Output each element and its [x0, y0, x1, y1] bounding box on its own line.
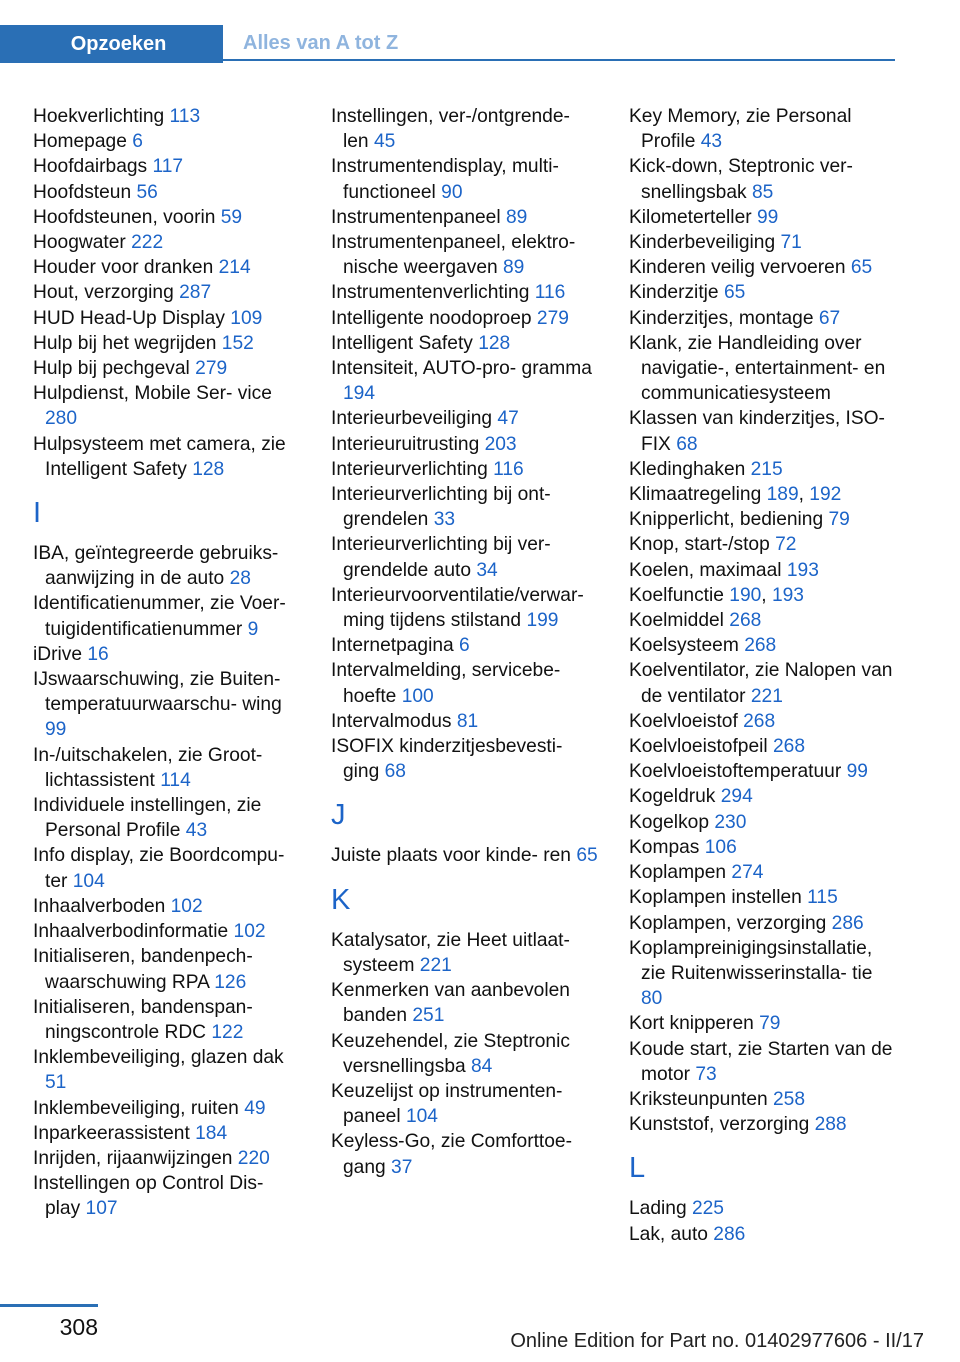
page-reference-link[interactable]: 279 — [536, 307, 569, 329]
index-term: Hulpsysteem met camera, zie Intelligent Safety — [33, 433, 286, 480]
page-reference-link[interactable]: 34 — [476, 559, 498, 581]
index-entry — [629, 1037, 897, 1087]
page-reference-link[interactable]: 114 — [160, 769, 191, 791]
page-reference-link[interactable]: 99 — [756, 206, 779, 228]
page-reference-link[interactable]: 49 — [244, 1097, 266, 1119]
index-entry — [331, 532, 599, 582]
index-term: Intervalmelding, servicebe‐ hoefte — [331, 660, 561, 707]
index-term: Keuzelijst op instrumenten‐ paneel — [331, 1080, 563, 1128]
index-entry — [629, 507, 897, 532]
page-reference-link[interactable]: 79 — [759, 1013, 781, 1035]
index-term: Intervalmodus — [331, 710, 452, 732]
index-entry — [33, 1045, 301, 1095]
index-term: Koplampreinigingsinstallatie, zie Ruitenwisserinstalla‐ tie — [629, 937, 873, 984]
index-entry — [33, 306, 301, 331]
index-entry — [33, 255, 301, 280]
index-entry — [33, 1146, 301, 1171]
page-reference-link[interactable]: 79 — [828, 509, 850, 531]
index-entry — [331, 583, 599, 633]
page-reference-link[interactable]: 43 — [185, 820, 208, 842]
page-reference-link[interactable]: 85 — [751, 181, 774, 203]
page-reference-link[interactable]: 6 — [132, 131, 143, 153]
index-term: Koelsysteem — [629, 635, 739, 657]
page-reference-link[interactable]: 106 — [704, 836, 737, 858]
index-term: Instrumentenpaneel, elektro‐ nische weergaven — [331, 232, 576, 279]
page-reference-link[interactable]: 116 — [493, 458, 524, 480]
page-reference-link[interactable]: 109 — [230, 307, 263, 329]
page-reference-link[interactable]: 100 — [401, 685, 434, 707]
page-reference-link[interactable]: 128 — [478, 332, 511, 354]
page-reference-link[interactable]: 230 — [714, 811, 747, 833]
index-term: Initialiseren, bandenpech‐ waarschuwing RPA — [33, 946, 253, 993]
index-term: Kinderen veilig vervoeren — [629, 257, 846, 279]
index-entry — [33, 104, 301, 129]
page-reference-link[interactable]: 104 — [405, 1106, 438, 1128]
index-term: Kogelkop — [629, 811, 710, 833]
index-entry — [629, 784, 897, 809]
page-reference-link[interactable]: 193 — [771, 584, 804, 606]
index-term: IBA, geïntegreerde gebruiks‐ aanwijzing in de auto — [33, 543, 279, 590]
index-term: Koelen, maximaal — [629, 559, 782, 581]
page-reference-link[interactable]: 43 — [700, 131, 723, 153]
index-entry — [629, 759, 897, 784]
index-entry — [629, 633, 897, 658]
index-entry — [33, 154, 301, 179]
index-term: Koplampen instellen — [629, 887, 802, 909]
index-term: Keuzehendel, zie Steptronic versnellingsba — [331, 1030, 570, 1077]
index-entry — [33, 944, 301, 994]
page-reference-link[interactable]: 222 — [131, 232, 164, 254]
index-entry — [629, 936, 897, 1012]
index-entry — [629, 709, 897, 734]
index-entry — [629, 104, 897, 154]
page-reference-link[interactable]: 288 — [814, 1114, 847, 1136]
page-reference-link[interactable]: 33 — [433, 509, 456, 531]
index-entry — [33, 894, 301, 919]
index-entry — [629, 1087, 897, 1112]
index-entry — [331, 230, 599, 280]
index-entry — [33, 843, 301, 893]
page-reference-link[interactable]: 56 — [136, 181, 158, 203]
index-term: Lading — [629, 1198, 687, 1220]
page-reference-link[interactable]: 152 — [221, 332, 254, 354]
index-term: Key Memory, zie Personal Profile — [629, 106, 852, 153]
page-reference-link[interactable]: 9 — [247, 618, 259, 640]
page-reference-link[interactable]: 215 — [750, 458, 783, 480]
section-letter: L — [629, 1152, 646, 1185]
index-term: Lak, auto — [629, 1223, 708, 1245]
page-reference-link[interactable]: 274 — [731, 862, 764, 884]
page-reference-link[interactable]: 258 — [773, 1088, 806, 1110]
index-term: Individuele instellingen, zie Personal Profile — [33, 795, 262, 842]
index-term: Homepage — [33, 131, 127, 153]
index-entry — [629, 1196, 897, 1221]
page-reference-link[interactable]: 220 — [237, 1147, 270, 1169]
page-reference-link[interactable]: 72 — [775, 534, 797, 556]
index-entry — [33, 919, 301, 944]
page-reference-link[interactable]: 84 — [471, 1055, 493, 1077]
index-term: Klank, zie Handleiding over navigatie-, entertainment- en communicatiesysteem — [629, 332, 886, 405]
index-entry — [33, 381, 301, 431]
index-entry — [629, 810, 897, 835]
index-term: Kogeldruk — [629, 786, 716, 808]
section-letter: K — [331, 883, 351, 916]
page-reference-link[interactable]: 71 — [780, 232, 802, 254]
index-entry — [629, 658, 897, 708]
index-term: Instrumentenpaneel — [331, 206, 501, 228]
index-term: Koelventilator, zie Nalopen van de ventilator — [629, 660, 893, 707]
index-term: Kledinghaken — [629, 458, 746, 480]
index-entry — [629, 860, 897, 885]
index-term: Koelvloeistof — [629, 710, 738, 732]
index-term: Koelfunctie — [629, 584, 724, 606]
page-reference-link[interactable]: 280 — [45, 408, 78, 430]
page-reference-link[interactable]: 193 — [786, 559, 819, 581]
index-term: Identificatienummer, zie Voer‐ tuigidentificatienummer — [33, 593, 286, 640]
index-entry — [33, 1171, 301, 1221]
index-entry — [331, 658, 599, 708]
index-column-3 — [629, 104, 897, 1247]
page-reference-link[interactable]: 122 — [211, 1021, 244, 1043]
index-entry — [33, 793, 301, 843]
page-reference-link[interactable]: 68 — [676, 433, 698, 455]
index-term: Hoekverlichting — [33, 106, 165, 127]
section-letter: I — [33, 497, 42, 530]
index-term: Hout, verzorging — [33, 282, 174, 304]
index-term: Koelmiddel — [629, 610, 724, 632]
index-entry — [33, 1121, 301, 1146]
page-reference-link[interactable]: 221 — [419, 954, 452, 976]
index-term: Knop, start-/stop — [629, 534, 770, 556]
tab-alles-van-a-tot-z[interactable]: Alles van A tot Z — [223, 25, 895, 61]
page-reference-link[interactable]: 81 — [456, 710, 479, 732]
index-entry — [331, 154, 599, 204]
page-reference-link[interactable]: 194 — [343, 383, 376, 405]
index-term: Instrumentenverlichting — [331, 282, 530, 304]
index-term: Inhaalverbodinformatie — [33, 921, 229, 943]
index-entry: Klimaatregeling 189, 192 — [629, 484, 842, 506]
page-reference-link[interactable]: 126 — [214, 971, 247, 993]
page-reference-link[interactable]: 117 — [152, 156, 184, 178]
page-reference-link[interactable]: 73 — [695, 1063, 717, 1085]
index-entry — [331, 1029, 599, 1079]
page-reference-link[interactable]: 16 — [87, 643, 109, 665]
index-entry — [629, 306, 897, 331]
page-reference-link[interactable]: 214 — [218, 257, 251, 279]
page-number: 308 — [59, 1314, 98, 1340]
index-term: Koelvloeistofpeil — [629, 736, 768, 758]
index-term: Hoofdsteunen, voorin — [33, 206, 216, 228]
index-entry — [33, 667, 301, 743]
page-reference-link[interactable]: 221 — [750, 685, 783, 707]
index-entry — [331, 406, 599, 431]
index-term: Intelligente noodoproep — [331, 307, 532, 329]
index-term: Inparkeerassistent — [33, 1122, 190, 1144]
index-term: Kick-down, Steptronic ver‐ snellingsbak — [629, 156, 853, 203]
index-entry — [331, 482, 599, 532]
index-term: Kriksteunpunten — [629, 1088, 768, 1110]
index-term: Knipperlicht, bediening — [629, 509, 824, 531]
index-term: Hoogwater — [33, 232, 126, 254]
index-entry — [331, 633, 599, 658]
index-term: Hoofdsteun — [33, 181, 132, 203]
index-entry — [33, 995, 301, 1045]
index-term: Koplampen — [629, 862, 727, 884]
page-reference-link[interactable]: 68 — [384, 761, 406, 783]
index-term: Kinderbeveiliging — [629, 232, 776, 254]
index-entry — [629, 230, 897, 255]
index-term: Interieurverlichting — [331, 458, 488, 480]
index-entry — [331, 978, 599, 1028]
page-reference-link[interactable]: 115 — [807, 887, 838, 909]
index-entry — [33, 541, 301, 591]
index-term: Intensiteit, AUTO-pro‐ gramma — [331, 358, 592, 380]
index-term: Interieuruitrusting — [331, 433, 480, 455]
index-entry — [33, 432, 301, 482]
page-reference-link[interactable]: 225 — [691, 1198, 724, 1220]
index-entry — [331, 457, 599, 482]
page-reference-link[interactable]: 65 — [850, 257, 873, 279]
index-entry — [331, 205, 599, 230]
index-entry — [629, 205, 897, 230]
index-term: IJswaarschuwing, zie Buiten‐ temperatuurwaarschu‐ wing — [33, 669, 282, 716]
index-entry — [331, 1079, 599, 1129]
index-term: In-/uitschakelen, zie Groot‐ lichtassistent — [33, 744, 263, 791]
page-reference-link[interactable]: 251 — [412, 1005, 445, 1027]
index-term: Hulp bij het wegrijden — [33, 332, 217, 354]
index-term: Interieurvoorventilatie/verwar‐ ming tijdens stilstand — [331, 584, 584, 632]
index-term: Internetpagina — [331, 635, 454, 657]
index-term: Kilometerteller — [629, 206, 752, 228]
index-term: Interieurverlichting bij ver‐ grendelde auto — [331, 534, 551, 581]
page-reference-link[interactable]: 286 — [831, 912, 864, 934]
index-entry — [629, 1011, 897, 1036]
page-reference-link[interactable]: 6 — [459, 635, 470, 657]
page-reference-link[interactable]: 286 — [713, 1223, 746, 1245]
index-term: Interieurbeveiliging — [331, 408, 493, 430]
index-entry — [629, 532, 897, 557]
page-reference-link[interactable]: 294 — [720, 786, 753, 808]
page-reference-link[interactable]: 89 — [503, 257, 525, 279]
index-entry — [33, 280, 301, 305]
page-reference-link[interactable]: 268 — [744, 635, 777, 657]
page-reference-link[interactable]: 65 — [723, 282, 746, 304]
index-term: ISOFIX kinderzitjesbevesti‐ ging — [331, 736, 563, 783]
index-term: Instrumentendisplay, multi‐ functioneel — [331, 156, 559, 203]
index-entry — [331, 356, 599, 406]
index-term: iDrive — [33, 643, 83, 665]
page-reference-link[interactable]: 268 — [773, 736, 806, 758]
index-term: Koude start, zie Starten van de motor — [629, 1038, 893, 1085]
page-reference-link[interactable]: 268 — [743, 710, 776, 732]
index-term: Hulpdienst, Mobile Ser‐ vice — [33, 383, 272, 405]
page-reference-link[interactable]: 268 — [729, 610, 762, 632]
index-entry — [33, 230, 301, 255]
index-entry — [33, 331, 301, 356]
footer-edition: Online Edition for Part no. 01402977606 - II/17 — [510, 1330, 924, 1352]
index-term: Kompas — [629, 836, 700, 858]
index-term: Inhaalverboden — [33, 895, 166, 917]
page-reference-link[interactable]: 51 — [45, 1072, 67, 1094]
index-entry — [331, 331, 599, 356]
index-term: Instellingen, ver-/ontgrende‐ len — [331, 106, 570, 153]
page-reference-link[interactable]: 107 — [85, 1198, 118, 1220]
page-reference-link[interactable]: 65 — [576, 845, 598, 867]
index-entry — [33, 743, 301, 793]
index-entry — [331, 1129, 599, 1179]
page-number-rule — [0, 1304, 98, 1307]
index-entry — [629, 331, 897, 407]
tab-opzoeken[interactable]: Opzoeken — [0, 25, 223, 63]
index-entry — [33, 591, 301, 641]
index-term: Hoofdairbags — [33, 156, 148, 178]
page-reference-link[interactable]: 128 — [192, 458, 225, 480]
page-reference-link[interactable]: 190 — [729, 584, 762, 606]
page-reference-link[interactable]: 102 — [170, 895, 203, 917]
index-term: Koelvloeistoftemperatuur — [629, 761, 842, 783]
index-term: Intelligent Safety — [331, 332, 473, 354]
page-reference-link[interactable]: 287 — [179, 282, 212, 304]
index-entry — [33, 642, 301, 667]
page-reference-link[interactable]: 199 — [526, 610, 559, 632]
page-reference-link[interactable]: 116 — [534, 282, 566, 304]
index-entry — [629, 835, 897, 860]
page-reference-link[interactable]: 89 — [505, 206, 528, 228]
index-entry — [331, 928, 599, 978]
index-term: Katalysator, zie Heet uitlaat‐ systeem — [331, 929, 570, 976]
page-reference-link[interactable]: 102 — [233, 921, 266, 943]
index-entry — [629, 558, 897, 583]
index-term: Keyless-Go, zie Comforttoe‐ gang — [331, 1131, 572, 1178]
index-term: Inklembeveiliging, ruiten — [33, 1097, 239, 1119]
index-term: Hulp bij pechgeval — [33, 358, 190, 380]
index-term: Inklembeveiliging, glazen dak — [33, 1047, 284, 1069]
page-reference-link[interactable]: 192 — [809, 484, 842, 506]
index-entry — [629, 1222, 897, 1247]
page-reference-link[interactable]: 80 — [641, 988, 663, 1010]
page-reference-link[interactable]: 59 — [220, 206, 243, 228]
index-term: Info display, zie Boordcompu‐ ter — [33, 845, 285, 892]
index-column-2 — [331, 104, 599, 1180]
page-reference-link[interactable]: 104 — [72, 870, 105, 892]
header-tabs — [0, 25, 895, 63]
page-reference-link[interactable]: 47 — [497, 408, 519, 430]
index-entry — [33, 1096, 301, 1121]
index-term: Kinderzitje — [629, 282, 719, 304]
index-term: Koplampen, verzorging — [629, 912, 827, 934]
index-entry — [331, 432, 599, 457]
index-term: Kenmerken van aanbevolen banden — [331, 980, 570, 1027]
index-entry — [33, 129, 301, 154]
page-reference-link[interactable]: 99 — [45, 719, 67, 741]
index-term: Juiste plaats voor kinde‐ ren — [331, 845, 571, 867]
index-entry — [33, 356, 301, 381]
index-entry — [33, 205, 301, 230]
section-letter: J — [331, 799, 346, 832]
page-reference-link[interactable]: 45 — [373, 131, 396, 153]
index-term: Klimaatregeling — [629, 484, 762, 506]
index-term: Kort knipperen — [629, 1013, 754, 1035]
page-reference-link[interactable]: 279 — [195, 358, 228, 380]
index-term: HUD Head-Up Display — [33, 307, 225, 329]
index-term: Houder voor dranken — [33, 257, 214, 279]
index-column-1 — [33, 104, 301, 1222]
index-entry — [629, 154, 897, 204]
index-entry — [331, 709, 599, 734]
page-reference-link[interactable]: 113 — [169, 106, 201, 127]
index-term: Instellingen op Control Dis‐ play — [33, 1173, 264, 1220]
index-entry — [629, 734, 897, 759]
index-term: Klassen van kinderzitjes, ISO‐ FIX — [629, 408, 885, 455]
index-entry — [629, 885, 897, 910]
index-entry — [629, 255, 897, 280]
page-reference-link[interactable]: 189 — [766, 484, 799, 506]
page-reference-link[interactable]: 203 — [484, 433, 517, 455]
index-term: Kunststof, verzorging — [629, 1114, 810, 1136]
index-entry — [629, 406, 897, 456]
index-term: Interieurverlichting bij ont‐ grendelen — [331, 484, 551, 531]
page-reference-link[interactable]: 67 — [818, 307, 841, 329]
index-entry: Koelfunctie 190, 193 — [629, 584, 804, 606]
page-reference-link[interactable]: 90 — [441, 181, 463, 203]
index-term: Initialiseren, bandenspan‐ ningscontrole RDC — [33, 996, 253, 1043]
index-entry — [629, 457, 897, 482]
page-reference-link[interactable]: 99 — [846, 761, 868, 783]
index-term: Kinderzitjes, montage — [629, 307, 814, 329]
index-term: Inrijden, rijaanwijzingen — [33, 1147, 233, 1169]
index-entry — [629, 1112, 897, 1137]
page-reference-link[interactable]: 37 — [391, 1156, 413, 1178]
page-reference-link[interactable]: 184 — [195, 1122, 228, 1144]
index-entry — [33, 180, 301, 205]
index-entry — [331, 843, 599, 868]
index-entry — [331, 280, 599, 305]
index-entry — [629, 280, 897, 305]
index-entry — [331, 734, 599, 784]
index-entry — [331, 104, 599, 154]
index-entry — [331, 306, 599, 331]
index-entry — [629, 608, 897, 633]
index-entry — [629, 911, 897, 936]
page-reference-link[interactable]: 28 — [229, 568, 251, 590]
